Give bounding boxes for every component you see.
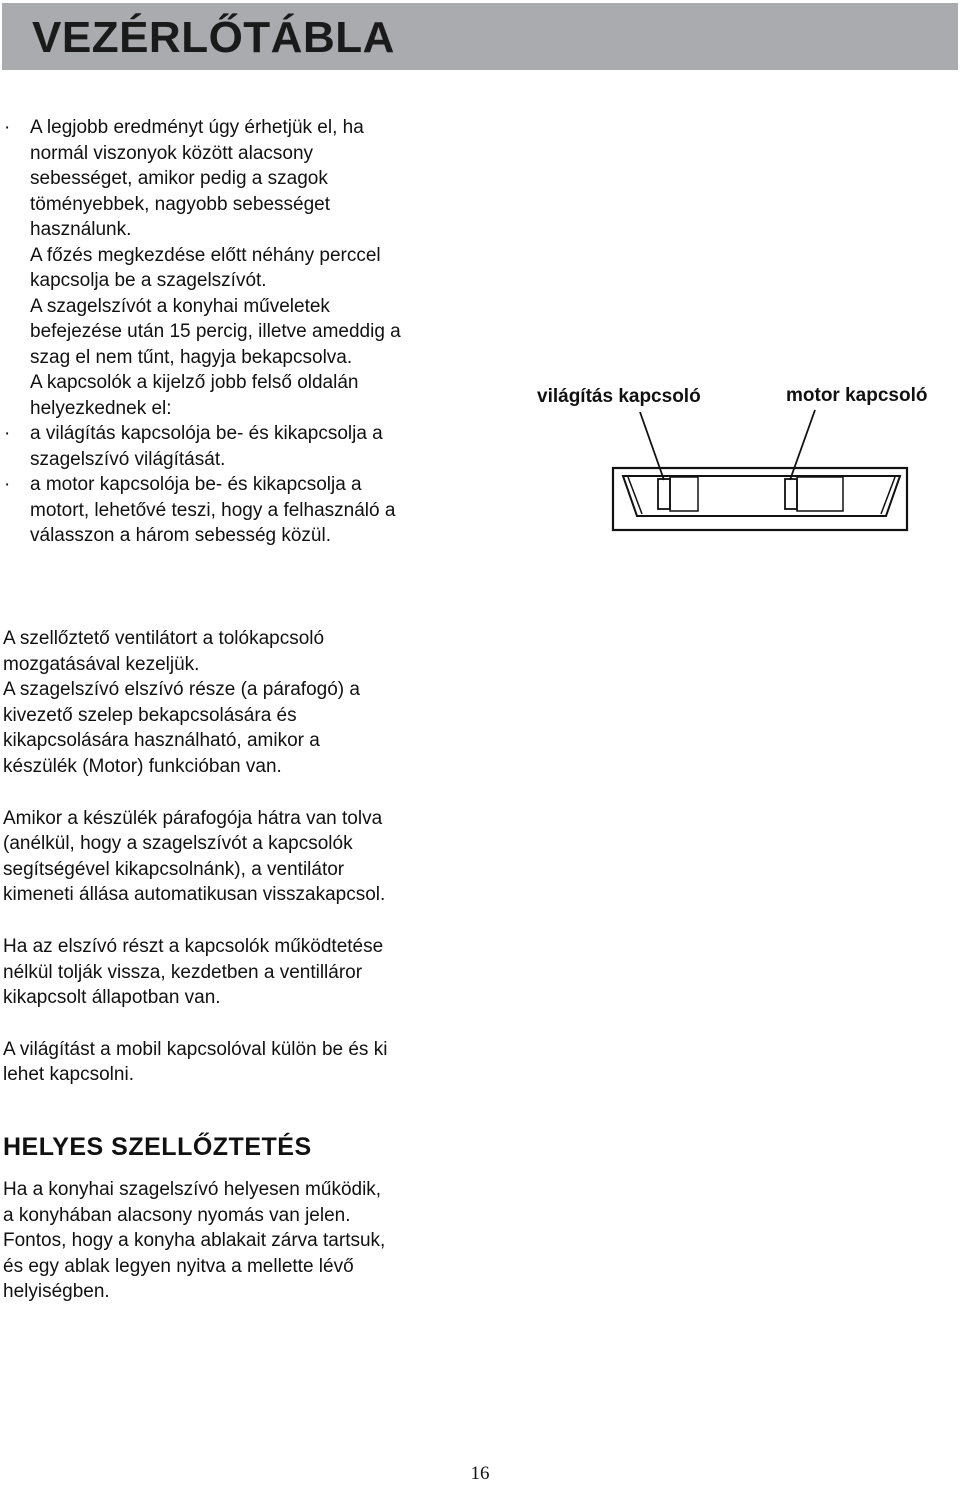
motor-switch-slider <box>785 479 797 509</box>
panel-outer-frame <box>613 468 907 530</box>
motor-switch-leader <box>790 410 815 480</box>
section-title: HELYES SZELLŐZTETÉS <box>3 1133 312 1161</box>
panel-inner-recess <box>623 476 900 516</box>
intro-paragraph-text: A legjobb eredményt úgy érhetjük el, ha normál viszonyok között alacsony sebességet, amikor pedig a szagok töményebbek, nagyobb sebességet használunk. A főzés megkezdése előtt néhány perccel kapcsolja be a szagelszívót. A szagelszívót a konyhai műveletek befejezése után 15 percig, illetve ameddig a szag el nem tűnt, hagyja bekapcsolva. A kapcsolók a kijelző jobb felső oldalán helyezkednek el: <box>30 117 401 419</box>
body-paragraph-3: Ha az elszívó részt a kapcsolók működtetése nélkül tolják vissza, kezdetben a ventilláror kikapcsolt állapotban van. <box>3 935 384 1009</box>
control-panel-diagram <box>530 382 950 542</box>
light-switch-leader <box>640 412 664 480</box>
motor-switch-slot <box>797 477 843 511</box>
intro-paragraph <box>0 115 470 421</box>
body-paragraph-2: Amikor a készülék párafogója hátra van tolva (anélkül, hogy a szagelszívót a kapcsolók segítségével kikapcsolnánk), a ventilátor kimeneti állása automatikusan visszakapcsol. <box>3 807 386 906</box>
motor-switch-bullet-text: a motor kapcsolója be- és kikapcsolja a motort, lehetővé teszi, hogy a felhasználó a válasszon a három sebesség közül. <box>30 474 396 546</box>
section-text <box>3 1177 473 1305</box>
light-switch-slot <box>670 477 698 511</box>
body-paragraph-1: A szellőztető ventilátort a tolókapcsoló mozgatásával kezeljük. A szagelszívó elszívó része (a párafogó) a kivezető szelep bekapcsolására és kikapcsolására használható, amikor a készülék (Motor) funkcióban van. <box>3 628 360 777</box>
page-number: 16 <box>470 1463 490 1484</box>
light-switch-slider <box>658 479 670 509</box>
page-title: VEZÉRLŐTÁBLA <box>32 13 395 62</box>
motor-switch-bullet <box>0 472 470 549</box>
ventilation-paragraph: Ha a konyhai szagelszívó helyesen működik, a konyhában alacsony nyomás van jelen. Fontos, hogy a konyha ablakait zárva tartsuk, és egy ablak legyen nyitva a mellette lévő helyiségben. <box>3 1179 386 1303</box>
title-bar <box>2 3 958 70</box>
bullet-marker: · <box>4 423 11 444</box>
light-switch-bullet-text: a világítás kapcsolója be- és kikapcsolja a szagelszívó világítását. <box>30 423 383 470</box>
light-switch-label: világítás kapcsoló <box>537 386 701 407</box>
body-text <box>3 626 473 1088</box>
motor-switch-label: motor kapcsoló <box>786 385 928 406</box>
bullet-marker: · <box>4 474 11 495</box>
bullet-marker: · <box>4 117 11 138</box>
body-paragraph-4: A világítást a mobil kapcsolóval külön be és ki lehet kapcsolni. <box>3 1038 388 1086</box>
intro-text <box>0 115 470 549</box>
light-switch-bullet <box>0 421 470 472</box>
